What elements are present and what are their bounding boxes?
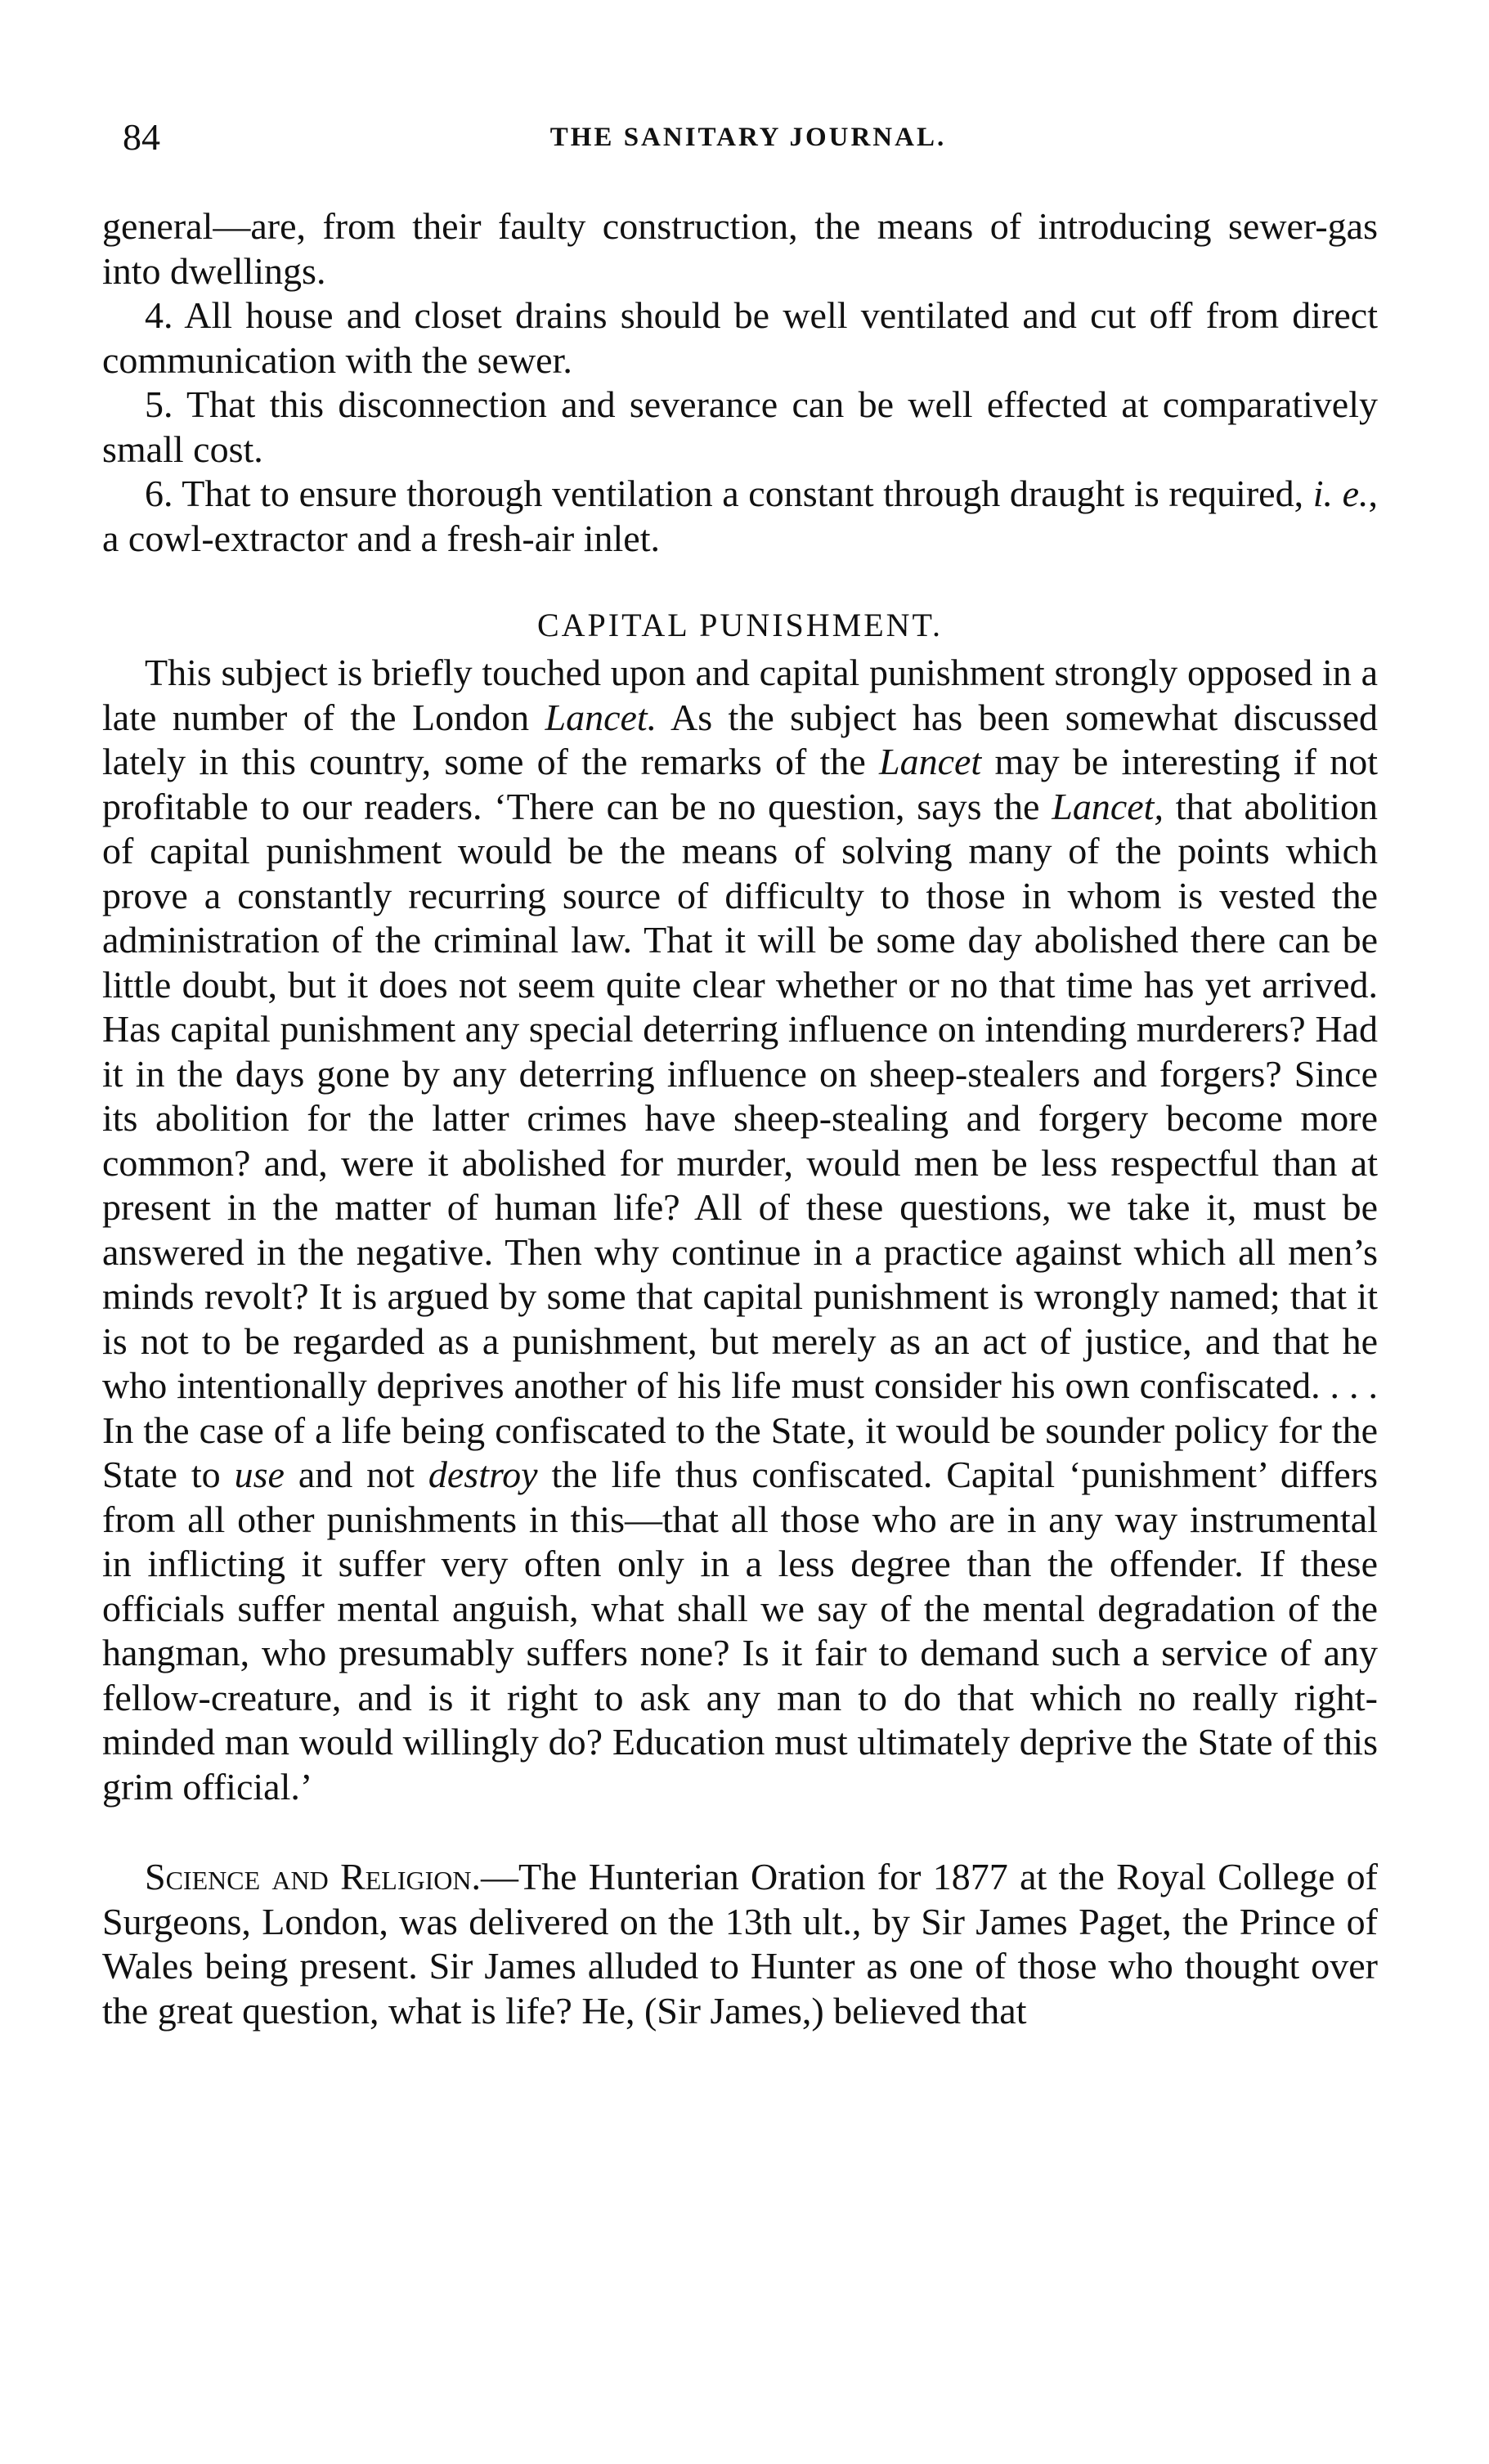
text-run: may be interesting if not profitable to our readers. ‘There can be no question, says the xyxy=(102,741,1379,827)
continued-paragraph: general—are, from their faulty construction, the means of introducing sewer-gas into dwellings. xyxy=(102,205,1378,292)
italic-word: use xyxy=(234,1454,285,1495)
text-run: the life thus confiscated. Capital ‘punishment’ differs from all other punishments in this—that all those who are in any way instrumental in inflicting it suffer very often only in a less degree than the offender. If these officials suffer mental anguish, what shall we say of the mental degradation of the hangman, who presumably suffers none? Is it fair to demand such a service of any fellow-creature, and is it right to ask any man to do that which no really right-minded man would willingly do? Education must ultimately deprive the State of this grim official.’ xyxy=(102,1454,1379,1808)
section-title: CAPITAL PUNISHMENT. xyxy=(536,607,944,643)
list-item xyxy=(102,472,1378,561)
italic-abbreviation: i. e. xyxy=(1312,473,1369,514)
text-run: As the subject has been somewhat discussed lately in this country, some of the remarks of the xyxy=(102,696,1378,782)
science-religion-paragraph xyxy=(102,1855,1378,2033)
text-run: —The Hunterian Oration for 1877 at the Royal College of Surgeons, London, was delivered on the 13th ult., by Sir James Paget, the Prince of Wales being present. Sir James alluded to Hunter as one of those who thought over the great question, what is life? He, (Sir James,) believed that xyxy=(102,1856,1378,2032)
item-number: 6. xyxy=(145,473,173,514)
item-number: 5. xyxy=(145,383,173,425)
italic-word: destroy xyxy=(428,1454,538,1495)
list-item xyxy=(102,383,1378,472)
text-run: and not xyxy=(298,1454,415,1495)
journal-title: Lancet, xyxy=(1052,785,1164,827)
journal-title: Lancet. xyxy=(545,696,657,738)
running-title: THE SANITARY JOURNAL. xyxy=(549,123,947,152)
item-number: 4. xyxy=(145,294,173,336)
page-number: 84 xyxy=(123,116,160,158)
text-run: This subject is briefly touched upon and capital punishment strongly opposed in a late number of the London xyxy=(102,652,1378,738)
run-in-heading: Science and Religion. xyxy=(145,1856,481,1897)
list-item xyxy=(102,293,1378,383)
item-text-end: , a cowl-extractor and a fresh-air inlet. xyxy=(102,473,1378,559)
capital-punishment-paragraph xyxy=(102,651,1378,1809)
text-run: that abolition of capital punishment would be the means of solving many of the points which prove a constantly recurring source of difficulty to those in whom is vested the administration of the criminal law. That it will be some day abolished there can be little doubt, but it does not seem quite clear whether or no that time has yet arrived. Has capital punishment any special deterring influence on intending murderers? Had it in the days gone by any deterring influence on sheep-stealers and forgers? Since its abolition for the latter crimes have sheep-stealing and forgery become more common? and, were it abolished for murder, would men be less respectful than at present in the matter of human life? All of these questions, we take it, must be answered in the negative. Then why continue in a practice against which all men’s minds revolt? It is argued by some that capital punishment is wrongly named; that it is not to be regarded as a punishment, but merely as an act of justice, and that he who intentionally deprives another of his life must consider his own confiscated. . . . In the case of a life being confiscated to the State, it would be sounder policy for the State to xyxy=(102,785,1378,1495)
item-text: That to ensure thorough ventilation a constant through draught is required, xyxy=(182,473,1304,514)
page-body xyxy=(102,204,1378,2033)
page-header xyxy=(123,113,1374,162)
item-text: That this disconnection and severance can be well effected at comparatively small cost. xyxy=(102,383,1379,470)
item-text: All house and closet drains should be well ventilated and cut off from direct communication with the sewer. xyxy=(102,294,1378,381)
journal-title: Lancet xyxy=(879,741,982,782)
paragraph-gap xyxy=(102,1809,1378,1855)
